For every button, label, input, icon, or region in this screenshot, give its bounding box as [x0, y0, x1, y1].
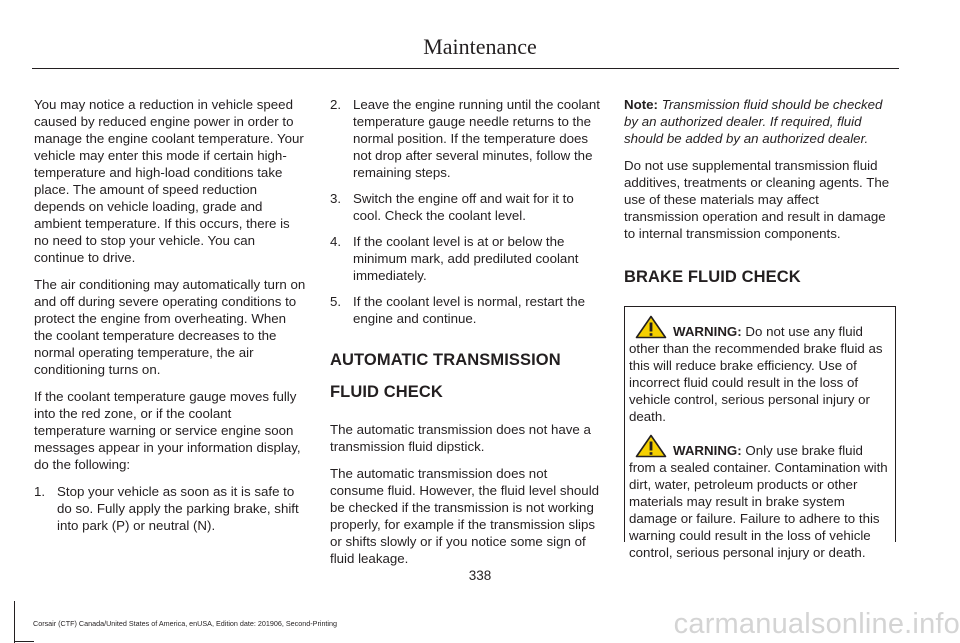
- warning-triangle-icon: [635, 434, 667, 458]
- steps-list: [34, 483, 306, 534]
- column-1: [34, 96, 306, 543]
- paragraph: Do not use supplemental transmission fluid additives, treatments or cleaning agents. The use of these materials may affect transmission operation and result in damage to internal transmission components.: [624, 158, 890, 241]
- paragraph: The automatic transmission does not consume fluid. However, the fluid level should be checked if the transmission is not working properly, for example if the transmission slips or shifts slowly or if you notice some sign of fluid leakage.: [330, 466, 600, 566]
- step-text: If the coolant level is at or below the minimum mark, add prediluted coolant immediately.: [353, 234, 579, 283]
- footer-edition-text: Corsair (CTF) Canada/United States of America, enUSA, Edition date: 201906, Second-Printing: [33, 619, 338, 628]
- page-number: 338: [468, 568, 492, 583]
- step-text: Stop your vehicle as soon as it is safe to do so. Fully apply the parking brake, shift into park (P) or neutral (N).: [57, 484, 299, 533]
- section-heading-line: AUTOMATIC TRANSMISSION: [330, 351, 561, 369]
- warning-box: [624, 306, 896, 560]
- paragraph: If the coolant temperature gauge moves fully into the red zone, or if the coolant temperature warning or service engine soon messages appear in your information display, do the following:: [34, 389, 301, 472]
- warning-text: Only use brake fluid from a sealed container. Contamination with dirt, water, petroleum products or other materials may result in brake system damage or failure. Failure to adhere to this warning could result in the loss of vehicle control, serious personal injury or death.: [629, 443, 888, 560]
- warning-text: Do not use any fluid other than the recommended brake fluid as this will reduce brake efficiency. Use of incorrect fluid could result in the loss of vehicle control, serious personal injury or death.: [629, 324, 883, 424]
- step-number: 5.: [330, 294, 342, 309]
- section-heading: [624, 266, 896, 288]
- section-heading: [330, 349, 602, 403]
- warning: [629, 434, 891, 561]
- step-text: Switch the engine off and wait for it to cool. Check the coolant level.: [353, 191, 574, 223]
- column-3: [624, 96, 896, 560]
- list-item: [34, 483, 306, 534]
- list-item: [330, 233, 602, 284]
- note: [624, 96, 896, 147]
- step-number: 4.: [330, 234, 342, 249]
- list-item: [330, 96, 602, 181]
- paragraph: The automatic transmission does not have a transmission fluid dipstick.: [330, 422, 591, 454]
- page-header-title: Maintenance: [423, 34, 537, 59]
- crop-mark: [14, 641, 34, 642]
- steps-list: [330, 96, 602, 327]
- list-item: [330, 293, 602, 327]
- watermark: carmanualsonline.info: [673, 608, 960, 640]
- column-2: [330, 96, 602, 577]
- note-label: Note:: [624, 97, 658, 112]
- warning-triangle-icon: [635, 315, 667, 339]
- step-number: 2.: [330, 97, 342, 112]
- section-heading-line: FLUID CHECK: [330, 383, 443, 401]
- warning-label: WARNING:: [673, 324, 742, 339]
- step-number: 3.: [330, 191, 342, 206]
- step-text: Leave the engine running until the coolant temperature gauge needle returns to the normal position. If the temperature does not drop after several minutes, follow the remaining steps.: [353, 97, 600, 180]
- section-heading-line: BRAKE FLUID CHECK: [624, 268, 801, 286]
- list-item: [330, 190, 602, 224]
- note-text: Transmission fluid should be checked by an authorized dealer. If required, fluid should be added by an authorized dealer.: [624, 97, 883, 146]
- step-text: If the coolant level is normal, restart the engine and continue.: [353, 294, 586, 326]
- warning: [629, 315, 891, 425]
- crop-mark: [14, 601, 15, 643]
- paragraph: The air conditioning may automatically turn on and off during severe operating conditions to protect the engine from overheating. When the coolant temperature decreases to the normal operating temperature, the air conditioning turns on.: [34, 277, 306, 377]
- warning-label: WARNING:: [673, 443, 742, 458]
- paragraph: You may notice a reduction in vehicle speed caused by reduced engine power in order to manage the engine coolant temperature. Your vehicle may enter this mode if certain high-temperature and high-load conditions take place. The amount of speed reduction depends on vehicle loading, grade and ambient temperature. If this occurs, there is no need to stop your vehicle. You can continue to drive.: [34, 97, 304, 265]
- header-rule: [32, 68, 899, 69]
- step-number: 1.: [34, 484, 46, 499]
